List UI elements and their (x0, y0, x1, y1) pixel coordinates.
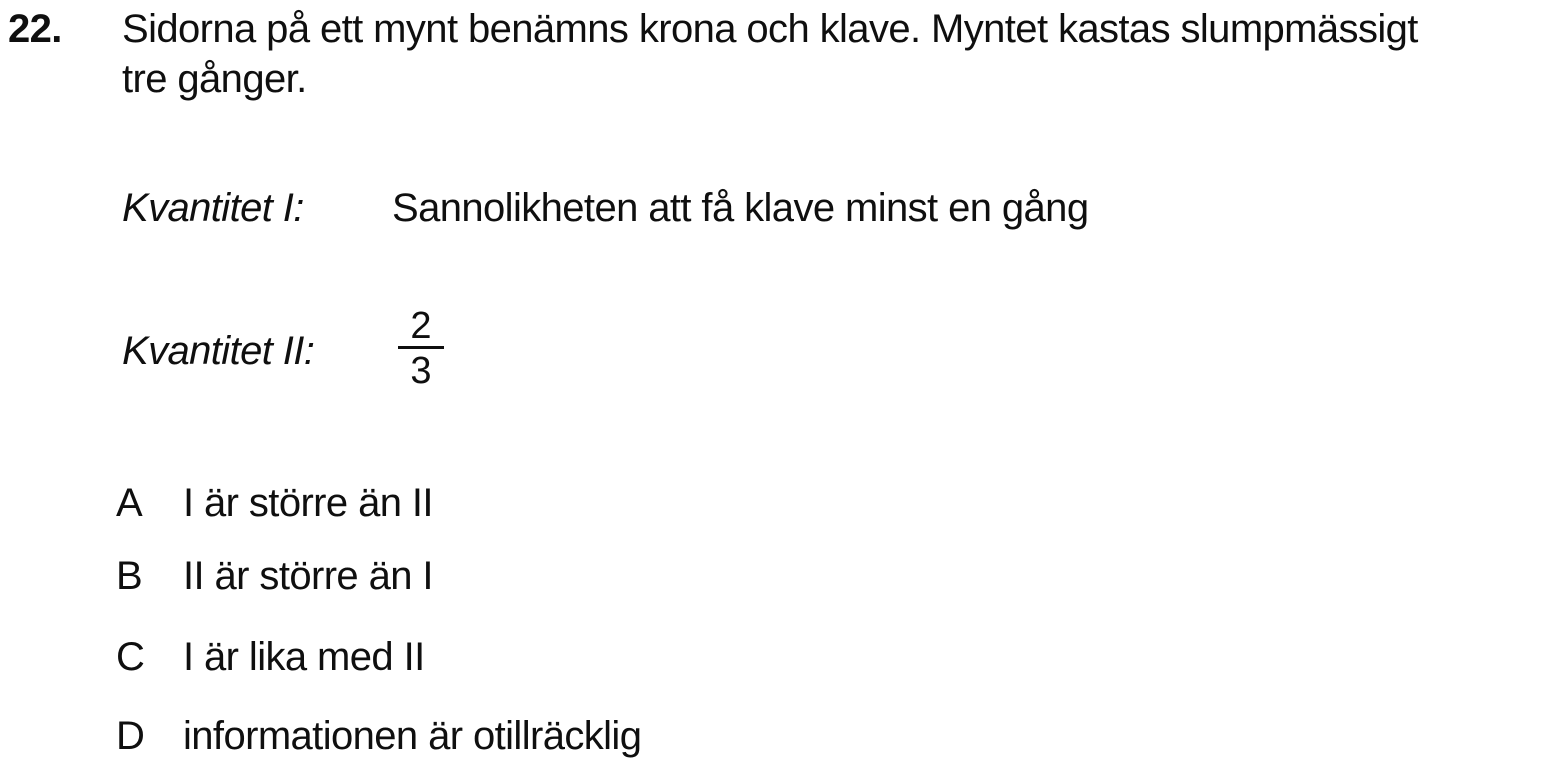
fraction-numerator: 2 (398, 306, 444, 349)
option-b-text: II är större än I (183, 554, 433, 598)
answer-option-c (116, 632, 425, 682)
quantity-1-label: Kvantitet I: (122, 186, 304, 230)
option-c-letter: C (116, 635, 145, 679)
quantity-2-label: Kvantitet II: (122, 329, 315, 373)
option-d-letter: D (116, 714, 145, 758)
question-number: 22. (8, 7, 62, 51)
quantity-1-content: Sannolikheten att få klave minst en gång (392, 186, 1089, 230)
quantity-2-fraction (398, 306, 444, 391)
answer-option-b (116, 551, 433, 601)
fraction-denominator: 3 (410, 350, 432, 392)
question-text-line-1: Sidorna på ett mynt benämns krona och klave. Myntet kastas slumpmässigt (122, 7, 1418, 51)
option-a-text: I är större än II (183, 481, 433, 525)
option-b-letter: B (116, 554, 143, 598)
question-text-line-2: tre gånger. (122, 57, 307, 101)
answer-option-a (116, 478, 433, 528)
option-a-letter: A (116, 481, 143, 525)
answer-option-d (116, 711, 641, 761)
option-c-text: I är lika med II (183, 635, 425, 679)
option-d-text: informationen är otillräcklig (183, 714, 642, 758)
